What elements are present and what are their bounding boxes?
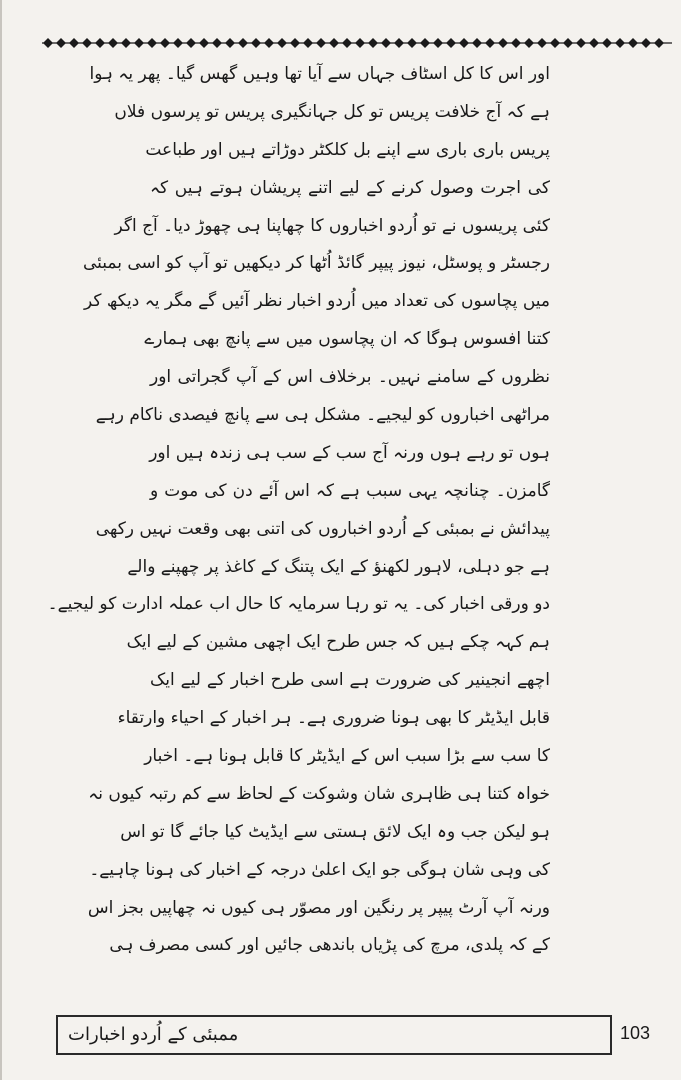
diamond-ornament: [511, 38, 521, 48]
diamond-ornament: [303, 38, 313, 48]
diamond-ornament: [459, 38, 469, 48]
diamond-ornament: [173, 38, 183, 48]
diamond-ornament: [342, 38, 352, 48]
body-line: اور اس کا کل اسٹاف جہاں سے آیا تھا وہیں گھس گیا۔ پھر یہ ہوا: [89, 64, 550, 84]
diamond-ornament: [43, 38, 53, 48]
body-line: ہم کہہ چکے ہیں کہ جس طرح ایک اچھی مشین کے لیے ایک: [126, 632, 550, 653]
diamond-ornament: [446, 38, 456, 48]
diamond-ornament: [95, 38, 105, 48]
body-text: [47, 56, 550, 965]
body-line: میں پچاسوں کی تعداد میں اُردو اخبار نظر آئیں گے مگر یہ دیکھ کر: [84, 291, 550, 312]
diamond-ornament: [225, 38, 235, 48]
body-line: کی اجرت وصول کرنے کے لیے اتنے پریشان ہوتے ہیں کہ: [150, 177, 550, 198]
body-line: کتنا افسوس ہوگا کہ ان پچاسوں میں سے پانچ بھی ہمارے: [144, 329, 550, 350]
diamond-chain-ornament: [42, 36, 672, 50]
diamond-ornament: [186, 38, 196, 48]
diamond-ornament: [82, 38, 92, 48]
body-line: گامزن۔ چنانچہ یہی سبب ہے کہ اس آئے دن کی موت و: [150, 480, 550, 501]
page-number: 103: [620, 1023, 651, 1043]
diamond-ornament: [498, 38, 508, 48]
body-line: اچھے انجینیر کی ضرورت ہے اسی طرح اخبار کے لیے ایک: [150, 670, 550, 691]
diamond-ornament: [160, 38, 170, 48]
body-line: ہو لیکن جب وہ ایک لائق ہستی سے ایڈیٹ کیا جائے گا تو اس: [120, 821, 550, 842]
body-line: کی وہی شان ہوگی جو ایک اعلیٰ درجہ کے اخبار کی ہونا چاہیے۔: [89, 859, 550, 880]
diamond-ornament: [277, 38, 287, 48]
body-line: ورنہ آپ آرٹ پیپر پر رنگین اور مصوّر ہی کیوں نہ چھاپیں بجز اس: [87, 897, 550, 918]
diamond-ornament: [563, 38, 573, 48]
diamond-ornament: [550, 38, 560, 48]
body-line: کا سب سے بڑا سبب اس کے ایڈیٹر کا قابل ہونا ہے۔ اخبار: [144, 746, 550, 767]
page-edge: [0, 0, 2, 1080]
diamond-ornament: [524, 38, 534, 48]
ornamental-top-rule: [42, 36, 672, 50]
diamond-ornament: [108, 38, 118, 48]
body-line: ہوں تو رہے ہوں ورنہ آج سب کے سب ہی زندہ ہیں اور: [149, 442, 550, 463]
diamond-ornament: [576, 38, 586, 48]
diamond-ornament: [420, 38, 430, 48]
diamond-ornament: [394, 38, 404, 48]
diamond-ornament: [602, 38, 612, 48]
diamond-ornament: [368, 38, 378, 48]
diamond-ornament: [654, 38, 664, 48]
body-line: ہے کہ آج خلافت پریس تو کل جہانگیری پریس تو پرسوں فلاں: [114, 101, 550, 122]
diamond-ornament: [290, 38, 300, 48]
diamond-ornament: [589, 38, 599, 48]
diamond-ornament: [628, 38, 638, 48]
diamond-ornament: [134, 38, 144, 48]
body-line: قابل ایڈیٹر کا بھی ہونا ضروری ہے۔ ہر اخبار کے احیاء وارتقاء: [117, 708, 550, 729]
body-line: پریس باری باری سے اپنے بل کلکٹر دوڑاتے ہیں اور طباعت: [145, 139, 550, 160]
diamond-ornament: [433, 38, 443, 48]
body-line: نظروں کے سامنے نہیں۔ برخلاف اس کے آپ گجراتی اور: [150, 367, 550, 388]
diamond-ornament: [316, 38, 326, 48]
diamond-ornament: [147, 38, 157, 48]
diamond-ornament: [355, 38, 365, 48]
diamond-ornament: [264, 38, 274, 48]
diamond-ornament: [485, 38, 495, 48]
body-line: رجسٹر و پوسٹل، نیوز پیپر گائڈ اُٹھا کر دیکھیں تو آپ کو اسی بمبئی: [82, 253, 550, 274]
diamond-ornament: [69, 38, 79, 48]
book-title: ممبئی کے اُردو اخبارات: [68, 1024, 239, 1045]
diamond-ornament: [407, 38, 417, 48]
body-line: کے کہ پلدی، مرچ کی پڑیاں باندھی جائیں اور کسی مصرف ہی: [109, 935, 550, 956]
body-line: دو ورقی اخبار کی۔ یہ تو رہا سرمایہ کا حال اب عملہ ادارت کو لیجیے۔: [47, 594, 550, 615]
diamond-ornament: [615, 38, 625, 48]
diamond-ornament: [472, 38, 482, 48]
diamond-ornament: [329, 38, 339, 48]
running-footer-box: [56, 1015, 612, 1055]
diamond-ornament: [381, 38, 391, 48]
body-line: پیدائش نے بمبئی کے اُردو اخباروں کی اتنی بھی وقعت نہیں رکھی: [95, 518, 550, 539]
diamond-ornament: [212, 38, 222, 48]
diamond-ornament: [641, 38, 651, 48]
body-line: خواہ کتنا ہی ظاہری شان وشوکت کے لحاظ سے کم رتبہ کیوں نہ: [88, 783, 550, 804]
diamond-ornament: [238, 38, 248, 48]
body-line: ہے جو دہلی، لاہور لکھنؤ کے ایک پتنگ کے کاغذ پر چھپنے والے: [127, 556, 550, 577]
diamond-ornament: [56, 38, 66, 48]
diamond-ornament: [199, 38, 209, 48]
diamond-ornament: [121, 38, 131, 48]
body-line: مراٹھی اخباروں کو لیجیے۔ مشکل ہی سے پانچ فیصدی ناکام رہے: [95, 405, 550, 426]
body-line: کئی پریسوں نے تو اُردو اخباروں کا چھاپنا ہی چھوڑ دیا۔ آج اگر: [114, 215, 550, 236]
diamond-ornament: [537, 38, 547, 48]
diamond-ornament: [251, 38, 261, 48]
